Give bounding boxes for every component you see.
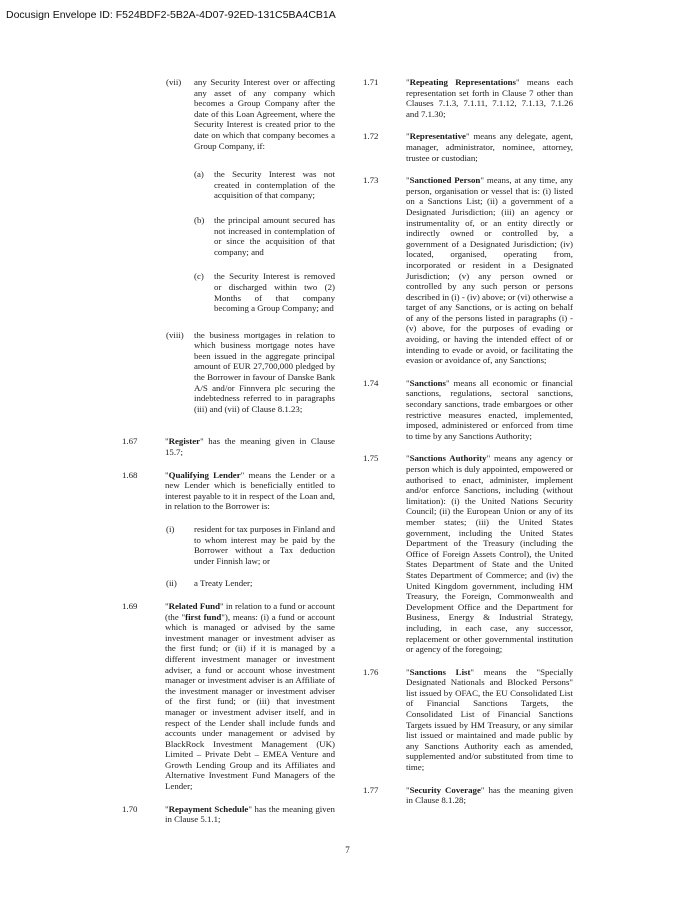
clause-1-68-text: means the Lender or a new Lender which is beneficially entitled to interest payable to it in respect of the Loan and, in relation to the Borrower is: — [165, 469, 335, 512]
clause-1-71-num: 1.71 — [363, 77, 379, 87]
clause-1-71-term: Repeating Representations — [409, 77, 516, 87]
clause-1-69-text1: in relation to a fund or account (the " — [165, 600, 335, 622]
para-vii — [122, 77, 335, 151]
clause-1-68-i-num: (i) — [166, 524, 175, 534]
clause-1-68-i — [122, 524, 335, 566]
clause-1-76-text: means the "Specially Designated Nationals and Blocked Persons" list issued by OFAC, the EU Consolidated List of Financial Sanctions Targets, the Consolidated List of Financial Sanctions Targets issued by HM Treasury, or any similar list issued or maintained and made public by any Sanctions Authority each as amended, supplemented and/or substituted from time to time; — [406, 666, 573, 773]
clause-1-73-text: means, at any time, any person, organisation or vessel that is: (i) listed on a Sanctions List; (ii) a government of a Designated Jurisdiction; (iii) an agency or instrumentality of, or an entity directly or indirectly owned or controlled by, a government of a Designated Jurisdiction; (iv) located, organised, operating from, incorporated or resident in a Designated Jurisdiction; (v) any person owned or controlled by any such person or persons described in (i) - (iv) above; or (vi) otherwise a target of any Sanctions, or is acting on behalf of any of the persons listed in paragraphs (i) - (v) above, for the purposes of evading or avoiding, or having the intended effect of or intending to evade or avoid, or facilitating the evasion or avoidance of, any Sanctions; — [406, 175, 573, 366]
clause-1-69-term: Related Fund — [168, 600, 220, 611]
clause-1-74-num: 1.74 — [363, 377, 379, 388]
para-viii-text: the business mortgages in relation to which business mortgage notes have been issued in the aggregate principal amount of EUR 27,700,000 pledged by the Borrower in favour of Danske Bank A/S and/or Finnvera plc securing the indebtedness referred to in paragraphs (iii) and (vii) of Clause 8.1.23; — [194, 329, 335, 414]
clause-1-75-text: means any agency or person which is duly appointed, empowered or authorised to enact, administer, implement and/or enforce Sanctions, including (without limitation): (i) the United Nations Security Council; (ii) the European Union or any of its member states; (iii) the United States government, including the United States Department of the Treasury (including the Office of Foreign Assets Control), the United States Department of State and the United States Department of Commerce; and (iv) the United Kingdom government, including HM Treasury, the Foreign, Commonwealth and Development Office and the Department for Business, Energy & Industrial Strategy, including, in each case, any successor, replacement or other governmental institution or agency of the foregoing; — [406, 453, 573, 655]
clause-1-77-text: has the meaning given in Clause 8.1.28; — [406, 784, 573, 806]
para-vii-c-text: the Security Interest is removed or discharged within two (2) Months of that company becoming a Group Company; and — [214, 271, 335, 314]
clause-1-70-term: Repayment Schedule — [168, 803, 249, 814]
clause-1-68-term: Qualifying Lender — [168, 469, 241, 480]
clause-1-69: 1.69 "Related Fund" in relation to a fund or account (the "first fund"), means: (i) a fund or account which is managed or advised by the same investment manager or investment adviser as the first fund; or (ii) if it is managed by a different investment manager or investment adviser, a fund or account whose investment manager or investment adviser is an Affiliate of the investment manager or investment adviser of the first fund; or (iii) that investment manager or investment adviser itself, and in respect of the Lender shall include funds and accounts under management or advised by BlackRock Investment Management (UK) Limited – Private Debt – EMEA Venture and Growth Lending Group and its Affiliates and Alternative Investment Fund Managers of the Lender; — [122, 600, 335, 792]
clause-1-73-term: Sanctioned Person — [409, 175, 481, 186]
clause-1-71-text: means each representation set forth in Clause 7 other than Clauses 7.1.3, 7.1.11, 7.1.12, 7.1.13, 7.1.26 and 7.1.30; — [406, 77, 573, 119]
clause-1-68-i-text: resident for tax purposes in Finland and to whom interest may be paid by the Borrower without a Tax deduction under Finnish law; or — [194, 524, 335, 566]
clause-1-69-text2: "), means: (i) a fund or account which is managed or advised by the same investment manager or investment adviser as the first fund; or (ii) if it is managed by a different investment manager or investment adviser, a fund or account whose investment manager or investment adviser is an Affiliate of the investment manager or investment adviser of the first fund; or (iii) that investment manager or investment adviser itself, and in respect of the Lender shall include funds and accounts under management or advised by BlackRock Investment Management (UK) Limited – Private Debt – EMEA Venture and Growth Lending Group and its Affiliates and Alternative Investment Fund Managers of the Lender; — [165, 611, 335, 792]
clause-1-75-num: 1.75 — [363, 453, 379, 464]
para-vii-text: any Security Interest over or affecting any asset of any company which becomes a Group Company after the date of this Loan Agreement, where the Security Interest is created prior to the date on which that company becomes a Group Company, if: — [194, 77, 335, 151]
clause-1-71: 1.71 "Repeating Representations" means each representation set forth in Clause 7 other than Clauses 7.1.3, 7.1.11, 7.1.12, 7.1.13, 7.1.26 and 7.1.30; — [363, 77, 573, 119]
clause-1-68-ii-text: a Treaty Lender; — [194, 578, 253, 589]
clause-1-68-num: 1.68 — [122, 469, 138, 480]
left-column — [122, 77, 335, 825]
right-column — [363, 77, 573, 806]
clause-1-76-num: 1.76 — [363, 666, 379, 677]
para-vii-b-text: the principal amount secured has not increased in contemplation of or since the acquisition of that company; and — [214, 214, 335, 257]
clause-1-72: 1.72 "Representative" means any delegate, agent, manager, administrator, nominee, attorney, trustee or custodian; — [363, 131, 573, 163]
para-vii-c — [122, 271, 335, 313]
clause-1-68-ii-num: (ii) — [166, 578, 177, 589]
clause-1-67-term: Register — [168, 436, 201, 447]
para-vii-b — [122, 215, 335, 257]
clause-1-67: 1.67 "Register" has the meaning given in Clause 15.7; — [122, 436, 335, 458]
page-number: 7 — [345, 845, 350, 855]
clause-1-75: 1.75 "Sanctions Authority" means any agency or person which is duly appointed, empowered or authorised to enact, administer, implement and/or enforce Sanctions, including (without limitation): (i) the United Nations Security Council; (ii) the European Union or any of its member states; (iii) the United States government, including the United States Department of the Treasury (including the Office of Foreign Assets Control), the United States Department of State and the United States Department of Commerce; and (iv) the United Kingdom government, including HM Treasury, the Foreign, Commonwealth and Development Office and the Department for Business, Energy & Industrial Strategy, including, in each case, any successor, replacement or other governmental institution or agency of the foregoing; — [363, 453, 573, 655]
clause-1-73: 1.73 "Sanctioned Person" means, at any time, any person, organisation or vessel that is: (i) listed on a Sanctions List; (ii) a government of a Designated Jurisdiction; (iii) an agency or instrumentality of, or an entity directly or indirectly owned or controlled by, a government of a Designated Jurisdiction; (iv) located, organised, operating from, incorporated or resident in a Designated Jurisdiction; (v) any person owned or controlled by any such person or persons described in (i) - (iv) above; or (vi) otherwise a target of any Sanctions, or is acting on behalf of any of the persons listed in paragraphs (i) - (v) above, for the purposes of evading or avoiding, or having the intended effect of or intending to evade or avoid, or facilitating the evasion or avoidance of, any Sanctions; — [363, 175, 573, 366]
clause-1-73-num: 1.73 — [363, 175, 379, 186]
clause-1-69-num: 1.69 — [122, 600, 138, 611]
clause-1-72-term: Representative — [409, 131, 466, 142]
para-vii-c-num: (c) — [194, 271, 204, 282]
clause-1-76: 1.76 "Sanctions List" means the "Specially Designated Nationals and Blocked Persons" list issued by OFAC, the EU Consolidated List of Financial Sanctions Targets, the Consolidated List of Financial Sanctions Targets issued by HM Treasury, or any similar list issued or maintained and made public by any Sanctions Authority each as amended, supplemented and/or substituted from time to time; — [363, 666, 573, 773]
clause-1-70-num: 1.70 — [122, 803, 138, 814]
clause-1-67-num: 1.67 — [122, 436, 138, 447]
para-vii-a-text: the Security Interest was not created in contemplation of the acquisition of that company; — [214, 169, 335, 201]
clause-1-70-text: has the meaning given in Clause 5.1.1; — [165, 803, 335, 825]
clause-1-72-num: 1.72 — [363, 131, 379, 142]
para-vii-a — [122, 169, 335, 201]
para-vii-a-num: (a) — [194, 169, 204, 180]
para-viii-num: (viii) — [166, 329, 184, 340]
clause-1-74: 1.74 "Sanctions" means all economic or financial sanctions, regulations, sectoral sanctions, secondary sanctions, trade embargoes or other restrictive measures enacted, implemented, imposed, administered or enforced from time to time by any Sanctions Authority; — [363, 377, 573, 441]
clause-1-70: 1.70 "Repayment Schedule" has the meaning given in Clause 5.1.1; — [122, 803, 335, 825]
clause-1-67-text: has the meaning given in Clause 15.7; — [165, 436, 335, 458]
clause-1-77-term: Security Coverage — [409, 784, 481, 795]
clause-1-69-term2: first fund — [185, 611, 222, 622]
para-vii-num: (vii) — [166, 77, 182, 87]
clause-1-75-term: Sanctions Authority — [409, 453, 487, 464]
clause-1-76-term: Sanctions List — [409, 666, 471, 677]
clause-1-74-term: Sanctions — [409, 377, 446, 388]
clause-1-74-text: means all economic or financial sanctions, regulations, sectoral sanctions, secondary sanctions, trade embargoes or other restrictive measures enacted, implemented, imposed, administered or enforced from time to time by any Sanctions Authority; — [406, 377, 573, 441]
clause-1-68: 1.68 "Qualifying Lender" means the Lender or a new Lender which is beneficially entitled to interest payable to it in respect of the Loan and, in relation to the Borrower is: — [122, 469, 335, 512]
para-viii — [122, 330, 335, 415]
clause-1-77: 1.77 "Security Coverage" has the meaning given in Clause 8.1.28; — [363, 784, 573, 806]
clause-1-77-num: 1.77 — [363, 784, 379, 795]
para-vii-b-num: (b) — [194, 214, 205, 225]
clause-1-72-text: means any delegate, agent, manager, administrator, nominee, attorney, trustee or custodian; — [406, 131, 573, 163]
clause-1-68-ii — [122, 578, 335, 589]
envelope-id: Docusign Envelope ID: F524BDF2-5B2A-4D07-92ED-131C5BA4CB1A — [6, 9, 336, 21]
